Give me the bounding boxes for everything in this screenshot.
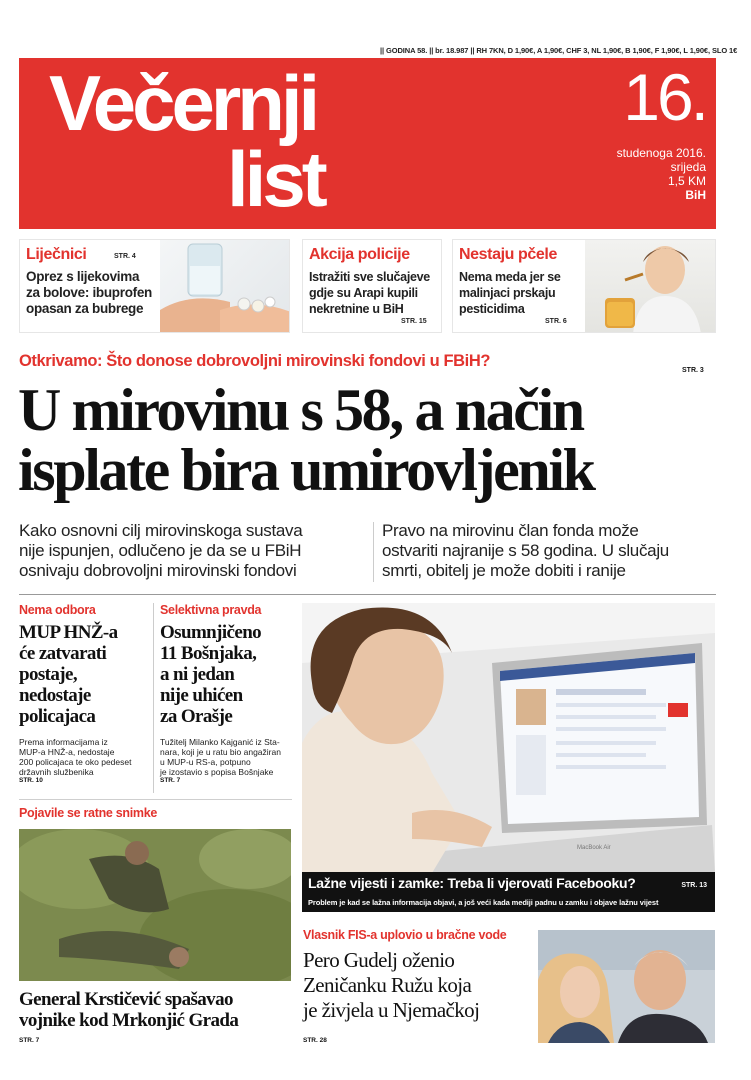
pero-headline[interactable]: Pero Gudelj oženio Zeničanku Ružu koja je živjela u Njemačkoj: [303, 948, 480, 1022]
lead-headline-line1[interactable]: U mirovinu s 58, a način: [18, 377, 583, 443]
teaser-page: STR. 15: [401, 318, 427, 325]
war-kicker: Pojavile se ratne snimke: [19, 806, 158, 820]
war-headline[interactable]: General Krstičević spašavao vojnike kod Mrkonjić Grada: [19, 989, 239, 1031]
laptop-brand: MacBook Air: [577, 845, 611, 851]
deck-divider: [373, 522, 374, 582]
story-page: STR. 7: [160, 777, 181, 784]
story-kicker: Nema odbora: [19, 603, 96, 617]
pero-photo[interactable]: [538, 930, 715, 1043]
teaser-title: Akcija policije: [309, 246, 410, 263]
facebook-subtitle: Problem je kad se lažna informacija objavi, a još veći kada mediji padnu u zamku i objave lažnu vijest: [308, 898, 659, 907]
story-body: Tužitelj Milanko Kajganić iz Sta- nara, koji je u ratu bio angažiran u MUP-u RS-a, potpuno je izostavio s popisa Bošnjake: [160, 737, 281, 777]
column-divider: [153, 603, 154, 793]
issue-weekday: srijeda: [670, 160, 706, 174]
facebook-title: Lažne vijesti i zamke: Treba li vjerovati Facebooku?: [308, 875, 636, 891]
pills-photo: [160, 240, 290, 333]
pero-page: STR. 28: [303, 1037, 327, 1044]
logo-line2: list: [227, 135, 324, 223]
issue-day: 16.: [623, 60, 706, 134]
teaser-text: Oprez s lijekovima za bolove: ibuprofen opasan za bubrege: [26, 269, 153, 316]
teaser-page: STR. 4: [114, 253, 136, 260]
war-page: STR. 7: [19, 1037, 40, 1044]
story-body: Prema informacijama iz MUP-a HNŽ-a, nedostaje 200 policajaca te oko pedeset državnih službenika: [19, 737, 132, 777]
masthead: [19, 58, 716, 229]
story-orasje[interactable]: [160, 603, 292, 784]
facebook-caption[interactable]: [302, 872, 715, 912]
lead-headline-line2[interactable]: isplate bira umirovljenik: [18, 437, 594, 503]
story-kicker: Selektivna pravda: [160, 603, 262, 617]
lead-bottom-rule: [19, 594, 716, 595]
teaser-title: Liječnici: [26, 246, 87, 263]
facebook-page: STR. 13: [681, 882, 707, 889]
lead-deck-right: Pravo na mirovinu član fonda može ostvariti najranije s 58 godina. U slučaju smrti, obitelj je može dobiti i ranije: [382, 521, 669, 580]
honey-photo: [585, 240, 716, 333]
lead-kicker: Otkrivamo: Što donose dobrovoljni mirovinski fondovi u FBiH?: [19, 352, 491, 370]
teaser-text: Istražiti sve slučajeve gdje su Arapi kupili nekretnine u BiH: [309, 270, 430, 316]
story-headline: Osumnjičeno 11 Bošnjaka, a ni jedan nije uhićen za Orašje: [160, 622, 262, 727]
teaser-lijecnici[interactable]: [19, 239, 290, 333]
price-line: || GODINA 58. || br. 18.987 || RH 7KN, D 1,90€, A 1,90€, CHF 3, NL 1,90€, B 1,90€, F 1,90€, L 1,90€, SLO 1€: [380, 46, 738, 55]
issue-date-block: [617, 146, 706, 202]
lead-deck-left: Kako osnovni cilj mirovinskoga sustava nije ispunjen, odlučeno je da se u FBiH osnivaju dobrovoljni mirovinski fondovi: [19, 521, 303, 580]
issue-price: 1,5 KM: [667, 174, 706, 188]
story-page: STR. 10: [19, 777, 43, 784]
teaser-text: Nema meda jer se malinjaci prskaju pesticidima: [459, 270, 561, 316]
story-mup[interactable]: [19, 603, 149, 784]
war-photo[interactable]: [19, 829, 291, 981]
logo-line1: Večernji: [49, 59, 317, 147]
facebook-photo[interactable]: [302, 603, 715, 873]
issue-month-year: studenoga 2016.: [616, 146, 706, 160]
issue-edition: BiH: [685, 188, 706, 202]
pero-kicker: Vlasnik FIS-a uplovio u bračne vode: [303, 928, 507, 942]
teaser-title: Nestaju pčele: [459, 246, 557, 263]
lead-page: STR. 3: [682, 367, 704, 374]
teaser-page: STR. 6: [545, 318, 567, 325]
column-rule: [19, 799, 292, 800]
teaser-nestaju-pcele[interactable]: [452, 239, 716, 333]
story-headline: MUP HNŽ-a će zatvarati postaje, nedostaje policajaca: [19, 622, 118, 727]
teaser-akcija-policije[interactable]: [302, 239, 442, 333]
